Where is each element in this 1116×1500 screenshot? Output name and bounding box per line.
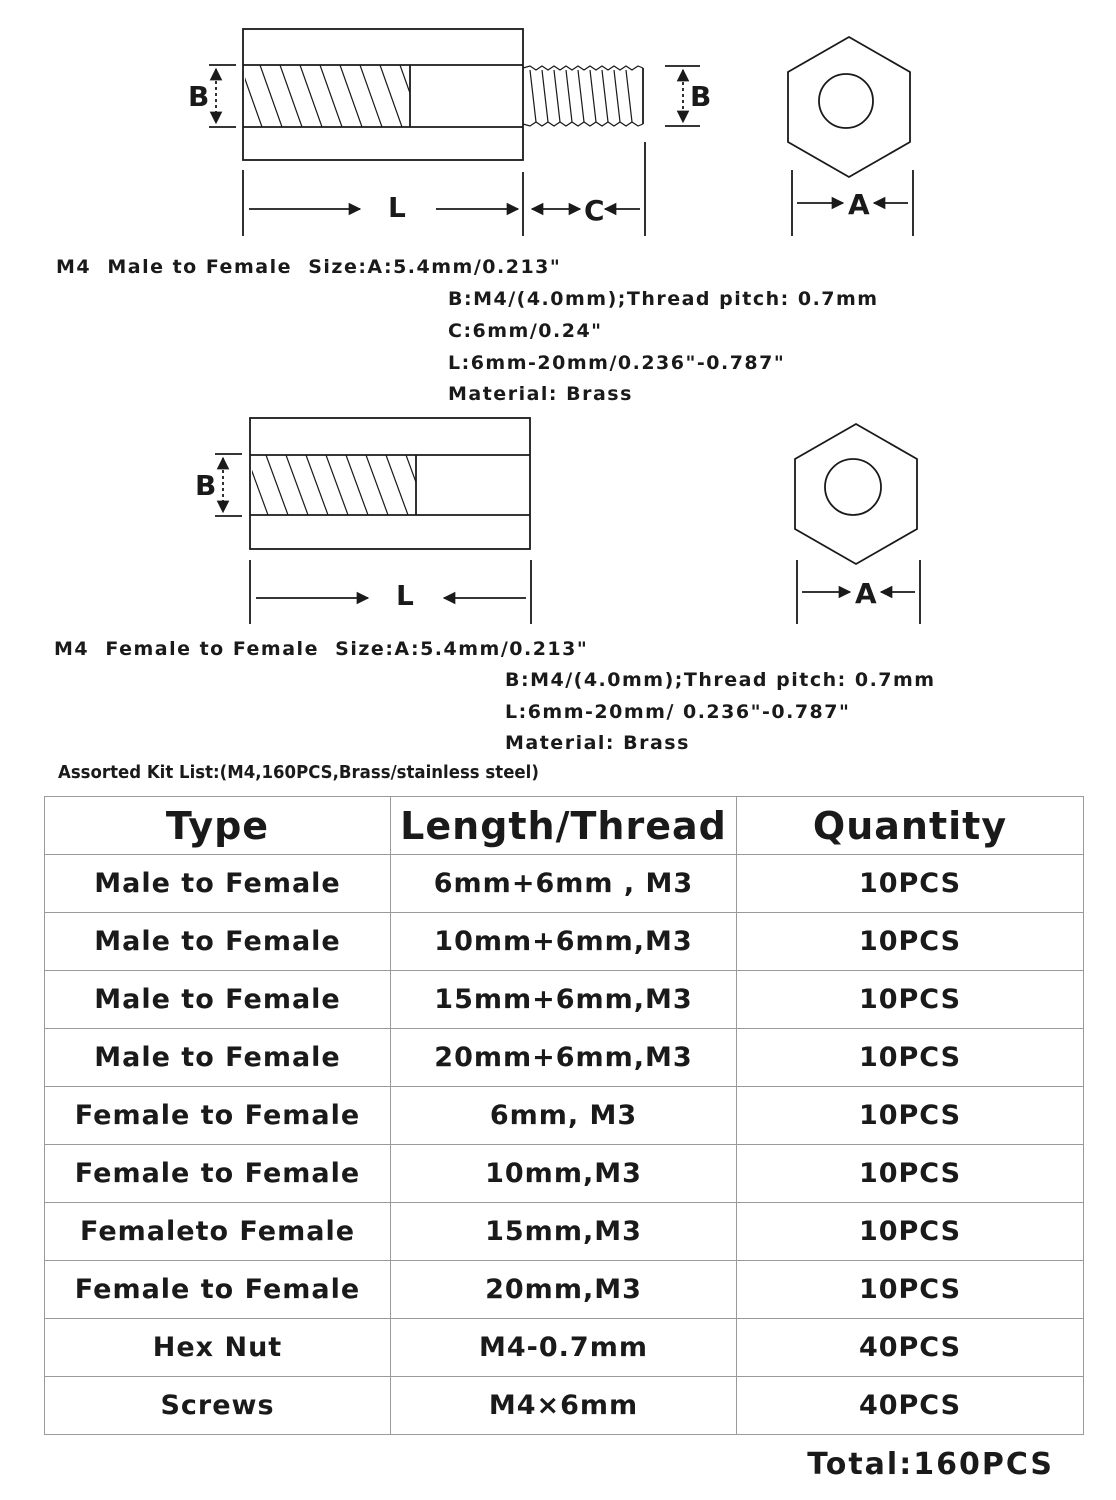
type-cell: Male to Female (45, 855, 391, 913)
type-cell: Male to Female (45, 1029, 391, 1087)
internal-thread-hatch (246, 455, 428, 515)
type-cell: Femaleto Female (45, 1203, 391, 1261)
table-row (45, 1029, 1084, 1087)
quantity-cell: 10PCS (737, 855, 1084, 913)
spec-line: Material: Brass (448, 383, 633, 405)
kit-table (44, 796, 1084, 1435)
table-row (45, 1203, 1084, 1261)
spec-line: L:6mm-20mm∕ 0.236"-0.787" (505, 701, 851, 723)
kit-list-title: Assorted Kit List:(M4,160PCS,Brass/stainless steel) (58, 762, 539, 783)
dim-b-left-label: B (188, 80, 210, 113)
hex-end-view (788, 37, 910, 177)
dim-b-label: B (195, 469, 217, 502)
spec-line: Material: Brass (505, 732, 690, 754)
spec-line: L:6mm-20mm/0.236"-0.787" (448, 352, 786, 374)
table-row (45, 971, 1084, 1029)
standoff-body (243, 29, 523, 160)
length-thread-cell: 15mm+6mm,M3 (391, 971, 737, 1029)
spec-line: B:M4/(4.0mm);Thread pitch: 0.7mm (448, 288, 879, 310)
table-row (45, 913, 1084, 971)
table-row (45, 1319, 1084, 1377)
length-thread-cell: 15mm,M3 (391, 1203, 737, 1261)
length-thread-cell: M4×6mm (391, 1377, 737, 1435)
dim-c-label: C (584, 194, 605, 227)
table-header-row (45, 797, 1084, 855)
quantity-cell: 10PCS (737, 1145, 1084, 1203)
length-thread-cell: 20mm+6mm,M3 (391, 1029, 737, 1087)
type-cell: Female to Female (45, 1145, 391, 1203)
quantity-cell: 10PCS (737, 1203, 1084, 1261)
type-cell: Screws (45, 1377, 391, 1435)
spec-title-male-female: M4 Male to Female Size:A:5.4mm/0.213" (56, 256, 562, 278)
column-header-length-thread: Length/Thread (391, 797, 737, 855)
hex-bore (825, 459, 881, 515)
spec-title-female-female: M4 Female to Female Size:A:5.4mm/0.213" (54, 638, 589, 660)
female-female-standoff-drawing (215, 418, 920, 624)
dim-l-label: L (396, 579, 414, 612)
male-female-standoff-drawing (209, 29, 913, 236)
quantity-cell: 40PCS (737, 1319, 1084, 1377)
length-thread-cell: 10mm,M3 (391, 1145, 737, 1203)
table-row (45, 1261, 1084, 1319)
type-cell: Female to Female (45, 1261, 391, 1319)
length-thread-cell: 20mm,M3 (391, 1261, 737, 1319)
quantity-cell: 40PCS (737, 1377, 1084, 1435)
spec-line: B:M4/(4.0mm);Thread pitch: 0.7mm (505, 669, 936, 691)
hex-end-view (795, 424, 917, 564)
spec-line: C:6mm/0.24" (448, 320, 603, 342)
dim-a-label: A (855, 577, 877, 610)
quantity-cell: 10PCS (737, 913, 1084, 971)
dim-b-right-label: B (690, 80, 712, 113)
quantity-cell: 10PCS (737, 971, 1084, 1029)
male-thread-stud (523, 66, 643, 126)
type-cell: Female to Female (45, 1087, 391, 1145)
length-thread-cell: 6mm+6mm , M3 (391, 855, 737, 913)
type-cell: Hex Nut (45, 1319, 391, 1377)
table-row (45, 1087, 1084, 1145)
standoff-body (250, 418, 530, 549)
dim-a-label: A (848, 188, 870, 221)
total-count: Total:160PCS (807, 1447, 1054, 1482)
column-header-quantity: Quantity (737, 797, 1084, 855)
dim-l-label: L (388, 191, 406, 224)
type-cell: Male to Female (45, 971, 391, 1029)
table-row (45, 1145, 1084, 1203)
quantity-cell: 10PCS (737, 1261, 1084, 1319)
table-row (45, 1377, 1084, 1435)
table-row (45, 855, 1084, 913)
column-header-type: Type (45, 797, 391, 855)
length-thread-cell: M4-0.7mm (391, 1319, 737, 1377)
quantity-cell: 10PCS (737, 1029, 1084, 1087)
hex-bore (819, 74, 873, 128)
length-thread-cell: 10mm+6mm,M3 (391, 913, 737, 971)
internal-thread-hatch (240, 65, 422, 127)
type-cell: Male to Female (45, 913, 391, 971)
quantity-cell: 10PCS (737, 1087, 1084, 1145)
length-thread-cell: 6mm, M3 (391, 1087, 737, 1145)
